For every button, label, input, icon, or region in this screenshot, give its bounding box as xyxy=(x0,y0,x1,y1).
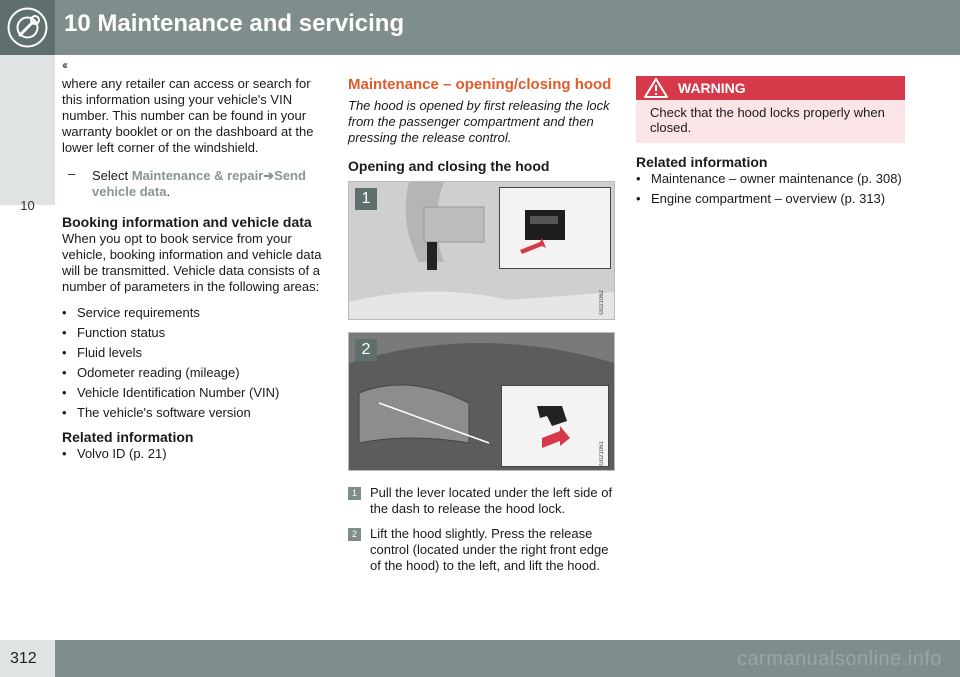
header-icon-box xyxy=(0,0,55,55)
watermark: carmanualsonline.info xyxy=(736,648,942,670)
lever-detail xyxy=(500,188,610,268)
step-number: 1 xyxy=(348,487,361,500)
section-intro: The hood is opened by first releasing the lock from the passenger compartment and then pressing the release control. xyxy=(348,98,610,145)
figure-code: G021062 xyxy=(599,290,605,315)
related-list xyxy=(62,446,327,462)
chapter-number: 10 xyxy=(20,198,35,213)
warning-triangle-icon xyxy=(644,78,668,98)
select-instruction xyxy=(62,168,327,200)
column-1 xyxy=(62,76,327,470)
figure-number: 2 xyxy=(355,339,377,361)
page-number: 312 xyxy=(10,650,37,667)
related-list xyxy=(636,171,906,207)
step-text: Pull the lever located under the left side of the dash to release the hood lock. xyxy=(370,485,613,516)
figure-interior-lever xyxy=(348,181,615,320)
maintenance-repair-link[interactable]: Maintenance & repair xyxy=(131,168,264,183)
parameter-list xyxy=(62,305,327,421)
back-icon[interactable]: ‹‹ xyxy=(62,58,66,72)
page-header xyxy=(0,0,960,55)
chapter-tab[interactable] xyxy=(0,55,55,213)
related-heading: Related information xyxy=(636,154,768,170)
send-vehicle-data-link[interactable]: Send vehicle data xyxy=(92,168,306,199)
step-item xyxy=(348,526,615,574)
related-link[interactable]: • Engine compartment – overview (p. 313) xyxy=(636,191,906,207)
opening-heading: Opening and closing the hood xyxy=(348,158,550,174)
warning-title: WARNING xyxy=(678,80,746,96)
list-item: • Vehicle Identification Number (VIN) xyxy=(62,385,327,401)
figure-hood-release xyxy=(348,332,615,471)
figure-code: G021061 xyxy=(599,441,605,466)
list-item: • Service requirements xyxy=(62,305,327,321)
column-3 xyxy=(636,154,906,215)
list-item: • The vehicle's software version xyxy=(62,405,327,421)
related-link[interactable]: • Maintenance – owner maintenance (p. 308) xyxy=(636,171,906,187)
related-heading: Related information xyxy=(62,429,194,445)
footer-tab xyxy=(0,640,55,677)
warning-header xyxy=(636,76,905,100)
wrench-gear-icon xyxy=(6,6,49,49)
page-title: 10 Maintenance and servicing xyxy=(64,10,405,37)
dash-marker: – xyxy=(68,166,76,181)
list-item: • Odometer reading (mileage) xyxy=(62,365,327,381)
warning-box xyxy=(636,76,905,143)
step-list xyxy=(348,485,615,574)
column-2 xyxy=(348,76,615,583)
figure-inset xyxy=(501,385,609,467)
intro-paragraph: where any retailer can access or search for this information using your vehicle's VIN number. This number can be found in your warranty booklet or on the dashboard at the lower left corner of the windshield. xyxy=(62,76,314,155)
release-detail xyxy=(502,386,608,466)
figure-number: 1 xyxy=(355,188,377,210)
related-link[interactable]: • Volvo ID (p. 21) xyxy=(62,446,327,462)
booking-paragraph: When you opt to book service from your vehicle, booking information and vehicle data will be transmitted. Vehicle data consists of a number of parameters in the following areas: xyxy=(62,231,322,294)
select-prefix: Select xyxy=(92,168,132,183)
page-footer xyxy=(0,640,960,677)
list-item: • Function status xyxy=(62,325,327,341)
step-text: Lift the hood slightly. Press the release control (located under the right front edge of the hood) to the left, and lift the hood. xyxy=(370,526,609,573)
figure-inset xyxy=(499,187,611,269)
select-suffix: . xyxy=(166,184,171,199)
step-item xyxy=(348,485,615,517)
step-number: 2 xyxy=(348,528,361,541)
list-item: • Fluid levels xyxy=(62,345,327,361)
warning-text: Check that the hood locks properly when closed. xyxy=(636,100,905,143)
section-title: Maintenance – opening/closing hood xyxy=(348,76,612,93)
arrow-right-icon: ➔ xyxy=(263,168,275,183)
booking-heading: Booking information and vehicle data xyxy=(62,214,312,230)
